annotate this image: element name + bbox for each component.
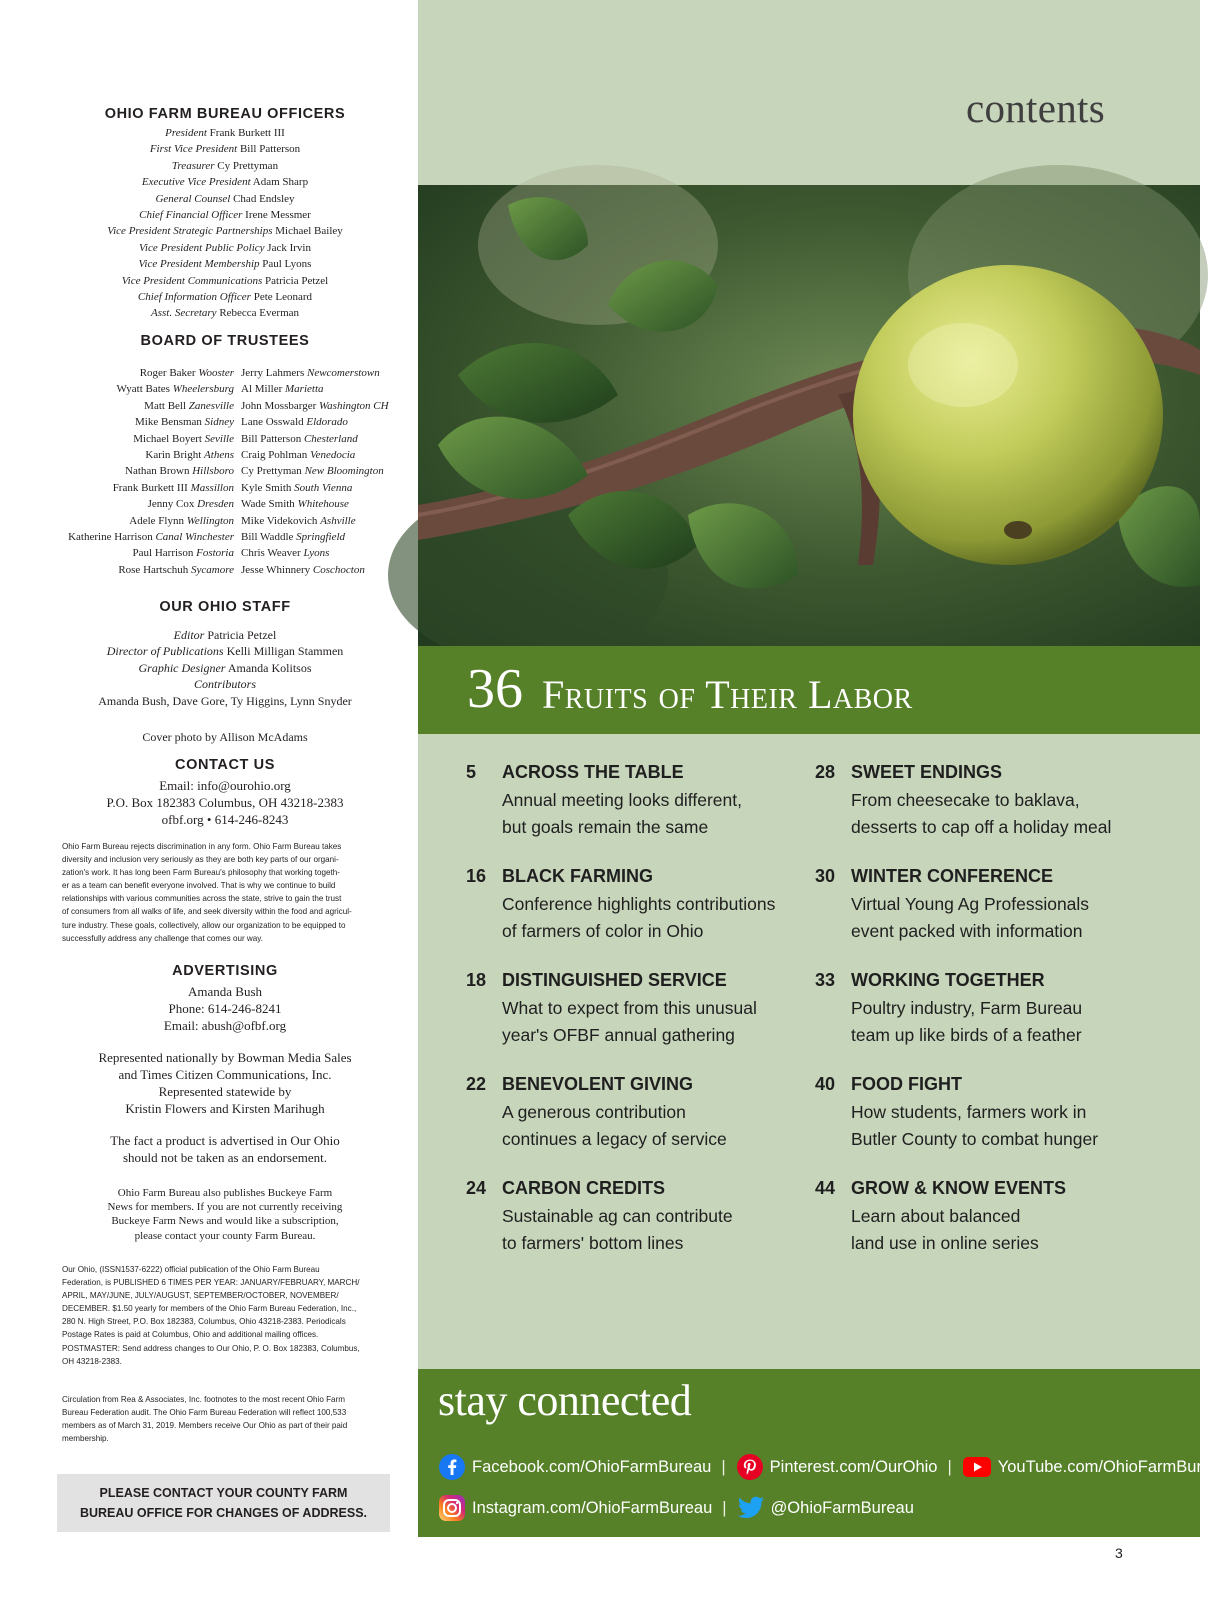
toc-description-line: but goals remain the same (502, 817, 709, 837)
toc-page-number: 5 (466, 762, 477, 782)
staff-contributors-title: Contributors (193, 677, 256, 692)
trustee-row (0, 529, 234, 545)
feature-page-number: 36 (467, 658, 523, 720)
trustee-town: Wellington (186, 514, 234, 527)
buckeye-line: please contact your county Farm Bureau. (134, 1229, 316, 1242)
trustee-town: Newcomerstown (306, 367, 380, 379)
trustee-town: Sycamore (191, 563, 234, 576)
youtube-link[interactable] (962, 1456, 1230, 1478)
instagram-icon (438, 1494, 466, 1522)
officer-title: Treasurer (171, 159, 215, 172)
represented-line: and Times Citizen Communications, Inc. (118, 1067, 332, 1082)
toc-description-line: team up like birds of a feather (851, 1025, 1082, 1045)
policy-line: successfully address any challenge that comes our way. (62, 933, 263, 943)
toc-entry[interactable] (815, 970, 1145, 1060)
contact-info (30, 777, 420, 828)
publication-info-text (62, 1263, 387, 1368)
toc-description-line: to farmers' bottom lines (502, 1233, 684, 1253)
trustee-name: Craig Pohlman (241, 449, 308, 462)
toc-page-number: 16 (466, 866, 487, 886)
toc-headline: CARBON CREDITS (502, 1178, 666, 1198)
trustee-town: Fostoria (196, 547, 234, 560)
staff-editor: Editor Patricia Petzel (173, 628, 277, 642)
endorsement-disclaimer (30, 1132, 420, 1166)
officer-name: Patricia Petzel (265, 274, 329, 287)
trustee-row (0, 463, 234, 479)
toc-description-line: land use in online series (851, 1233, 1039, 1253)
trustee-name: Wyatt Bates (116, 383, 170, 396)
trustee-row (241, 381, 416, 397)
apple-on-branch-photo (418, 185, 1200, 646)
buckeye-line: Ohio Farm Bureau also publishes Buckeye Farm (117, 1187, 333, 1199)
toc-entry[interactable] (815, 1178, 1145, 1268)
trustee-town: Venedocia (310, 449, 356, 462)
toc-entry[interactable] (466, 762, 796, 852)
toc-page-number: 22 (466, 1074, 487, 1094)
address-notice-line: PLEASE CONTACT YOUR COUNTY FARM (99, 1486, 348, 1500)
trustee-row (0, 513, 234, 529)
pubinfo-line: 280 N. High Street, P.O. Box 182383, Columbus, Ohio 43218-2383. Periodicals (62, 1317, 346, 1327)
trustee-town: Lyons (303, 547, 330, 560)
toc-description (851, 995, 1151, 1049)
trustee-row (0, 480, 234, 496)
toc-description-line: Poultry industry, Farm Bureau (851, 998, 1083, 1018)
trustee-name: Bill Patterson (241, 432, 302, 445)
buckeye-line: News for members. If you are not currently receiving (107, 1201, 343, 1214)
trustee-town: South Vienna (294, 481, 353, 494)
officer-row (30, 191, 420, 207)
separator: | (947, 1457, 952, 1476)
circulation-line: Circulation from Rea & Associates, Inc. footnotes to the most recent Ohio Farm (62, 1395, 345, 1404)
advertising-phone: Phone: 614-246-8241 (168, 1001, 282, 1016)
toc-entry[interactable] (815, 866, 1145, 956)
officer-row (30, 240, 420, 256)
trustee-name: Lane Osswald (241, 416, 304, 429)
masthead-column (0, 0, 418, 1606)
circulation-text (62, 1393, 387, 1445)
toc-description (502, 1203, 802, 1257)
trustee-town: Sidney (204, 416, 234, 429)
officer-row (30, 207, 420, 223)
officer-row (30, 256, 420, 272)
toc-entry[interactable] (815, 1074, 1145, 1164)
officer-title: Chief Information Officer (137, 291, 251, 304)
trustee-town: Zanesville (188, 399, 234, 412)
trustee-name: Karin Bright (145, 449, 202, 462)
trustee-name: John Mossbarger (241, 399, 317, 412)
toc-entry[interactable] (466, 1178, 796, 1268)
trustee-row (0, 398, 234, 414)
trustee-row (241, 398, 416, 414)
policy-line: er as a team can benefit everyone involved. That is why we continue to build (62, 881, 336, 891)
diversity-policy-text (62, 840, 387, 945)
officer-row (30, 174, 420, 190)
trustee-row (241, 513, 416, 529)
toc-entry[interactable] (815, 762, 1145, 852)
separator: | (722, 1498, 727, 1517)
trustee-row (241, 529, 416, 545)
officer-title: General Counsel (155, 192, 231, 205)
officer-title: First Vice President (149, 143, 238, 156)
officer-title: Vice President Communications (121, 274, 263, 287)
toc-description-line: Sustainable ag can contribute (502, 1206, 733, 1226)
officer-row (30, 273, 420, 289)
social-row-1 (438, 1453, 1230, 1481)
toc-page-number: 44 (815, 1178, 836, 1198)
toc-description-line: desserts to cap off a holiday meal (851, 817, 1112, 837)
trustee-town: Hillsboro (192, 465, 234, 478)
toc-page-number: 18 (466, 970, 487, 990)
contents-panel (418, 0, 1230, 1537)
policy-line: of consumers from all walks of life, and seek diversity within the food and agricul- (62, 907, 352, 917)
pubinfo-line: Federation, is PUBLISHED 6 TIMES PER YEAR: JANUARY/FEBRUARY, MARCH/ (62, 1278, 360, 1288)
pinterest-link[interactable] (736, 1453, 938, 1481)
pubinfo-line: POSTMASTER: Send address changes to Our Ohio, P. O. Box 182383, Columbus, (62, 1343, 360, 1353)
officers-list (30, 125, 420, 322)
staff-contributors: Amanda Bush, Dave Gore, Ty Higgins, Lynn Snyder (98, 693, 352, 708)
trustee-name: Mike Bensman (135, 416, 202, 429)
officers-heading: OHIO FARM BUREAU OFFICERS (104, 106, 346, 122)
officer-row (30, 223, 420, 239)
youtube-icon (962, 1456, 992, 1478)
toc-description-line: Learn about balanced (851, 1206, 1021, 1226)
social-row-2 (438, 1494, 914, 1522)
trustee-row (241, 480, 416, 496)
officer-title: Executive Vice President (141, 176, 251, 189)
toc-description-line: continues a legacy of service (502, 1129, 727, 1149)
trustee-row (241, 545, 416, 561)
pubinfo-line: DECEMBER. $1.50 yearly for members of the Ohio Farm Bureau Federation, Inc., (62, 1304, 357, 1314)
toc-description-line: Conference highlights contributions (502, 894, 776, 914)
staff-heading: OUR OHIO STAFF (159, 599, 291, 615)
toc-description-line: Virtual Young Ag Professionals (851, 894, 1090, 914)
officer-name: Frank Burkett III (209, 127, 285, 139)
feature-story-band[interactable] (418, 646, 1200, 734)
advertising-name: Amanda Bush (187, 984, 263, 999)
toc-description (851, 1099, 1151, 1153)
trustee-town: Canal Winchester (155, 531, 234, 544)
instagram-url: Instagram.com/OhioFarmBureau (472, 1498, 713, 1517)
trustee-row (0, 431, 234, 447)
toc-description (502, 1099, 802, 1153)
officer-row (30, 305, 420, 321)
toc-description (851, 891, 1151, 945)
trustee-row (241, 496, 416, 512)
trustee-row (241, 365, 416, 381)
pinterest-url: Pinterest.com/OurOhio (769, 1457, 938, 1476)
pubinfo-line: Our Ohio, (ISSN1537-6222) official publication of the Ohio Farm Bureau (62, 1265, 320, 1274)
toc-description-line: event packed with information (851, 921, 1083, 941)
toc-description (851, 787, 1151, 841)
officer-title: President (165, 127, 207, 139)
toc-entry[interactable] (466, 1074, 796, 1164)
trustee-row (0, 496, 234, 512)
toc-headline: BENEVOLENT GIVING (502, 1074, 694, 1094)
address-notice-line: BUREAU OFFICE FOR CHANGES OF ADDRESS. (79, 1506, 368, 1520)
policy-line: relationships with various communities across the state, strive to gain the trust (62, 894, 342, 904)
pubinfo-line: Postage Rates is paid at Columbus, Ohio and additional mailing offices. (62, 1330, 319, 1340)
staff-designer: Graphic Designer Amanda Kolitsos (138, 660, 312, 675)
twitter-handle: @OhioFarmBureau (770, 1498, 914, 1517)
policy-line: ture industry. These goals, collectively, allow our organization to be equipped to (62, 920, 346, 930)
trustee-town: Athens (204, 449, 234, 462)
toc-headline: FOOD FIGHT (851, 1074, 962, 1094)
contact-address: P.O. Box 182383 Columbus, OH 43218-2383 (106, 795, 344, 810)
officer-name: Jack Irvin (267, 241, 311, 254)
toc-page-number: 33 (815, 970, 836, 990)
toc-description (851, 1203, 1151, 1257)
trustee-name: Frank Burkett III (112, 481, 188, 494)
toc-page-number: 30 (815, 866, 836, 886)
officer-name: Pete Leonard (253, 291, 313, 304)
trustee-row (0, 447, 234, 463)
separator: | (721, 1457, 726, 1476)
contact-web-phone: ofbf.org • 614-246-8243 (161, 812, 289, 827)
policy-line: Ohio Farm Bureau rejects discrimination in any form. Ohio Farm Bureau takes (62, 842, 342, 851)
toc-description-line: From cheesecake to baklava, (851, 790, 1080, 810)
represented-line: Represented statewide by (158, 1084, 292, 1099)
trustee-town: Dresden (197, 498, 234, 511)
trustee-town: New Bloomington (304, 465, 384, 478)
buckeye-farm-news-note (30, 1186, 420, 1243)
officer-row (30, 141, 420, 157)
policy-line: zation's work. It has long been Farm Bureau's philosophy that working togeth- (62, 868, 340, 878)
officer-name: Bill Patterson (239, 143, 301, 156)
trustee-row (241, 414, 416, 430)
trustee-row (241, 431, 416, 447)
trustee-name: Chris Weaver (241, 547, 301, 560)
trustee-name: Paul Harrison (132, 547, 194, 560)
trustee-row (0, 365, 234, 381)
toc-entry[interactable] (466, 970, 796, 1060)
trustee-name: Mike Videkovich (241, 514, 318, 527)
apple-illustration (418, 185, 1200, 646)
trustee-row (241, 463, 416, 479)
circulation-line: membership. (62, 1434, 109, 1444)
toc-page-number: 28 (815, 762, 836, 782)
stay-connected-band (418, 1369, 1230, 1537)
officer-name: Chad Endsley (233, 192, 295, 205)
officer-row (30, 158, 420, 174)
toc-description-line: year's OFBF annual gathering (502, 1025, 735, 1045)
cover-credit: Cover photo by Allison McAdams (142, 730, 308, 744)
toc-description-line: A generous contribution (502, 1102, 686, 1122)
officer-title: Chief Financial Officer (139, 209, 243, 222)
trustees-right-column (241, 365, 416, 578)
pubinfo-line: APRIL, MAY/JUNE, JULY/AUGUST, SEPTEMBER/OCTOBER, NOVEMBER/ (62, 1291, 339, 1301)
toc-description (502, 995, 802, 1049)
officer-title: Vice President Membership (138, 258, 260, 271)
trustee-town: Chesterland (303, 432, 358, 445)
trustee-name: Jesse Whinnery (241, 563, 311, 576)
toc-description-line: What to expect from this unusual (502, 998, 757, 1018)
toc-page-number: 24 (466, 1178, 487, 1198)
trustee-name: Michael Boyert (133, 432, 202, 445)
trustees-heading: BOARD OF TRUSTEES (140, 333, 310, 349)
officer-row (30, 289, 420, 305)
trustee-town: Coschocton (312, 563, 365, 576)
trustee-town: Wheelersburg (172, 383, 234, 396)
contact-heading: CONTACT US (175, 757, 275, 773)
trustee-name: Bill Waddle (241, 531, 294, 544)
trustee-row (241, 447, 416, 463)
trustee-row (0, 545, 234, 561)
officer-title: Vice President Strategic Partnerships (107, 225, 273, 238)
page-number: 3 (1115, 1545, 1123, 1561)
trustee-name: Al Miller (241, 383, 283, 396)
toc-headline: GROW & KNOW EVENTS (851, 1178, 1066, 1198)
trustee-town: Massillon (190, 481, 234, 494)
trustee-name: Rose Hartschuh (118, 563, 189, 576)
trustee-name: Jenny Cox (147, 498, 195, 511)
officer-name: Michael Bailey (275, 225, 343, 238)
feature-story-title: Fruits of Their Labor (542, 672, 913, 717)
trustee-town: Seville (204, 432, 234, 445)
toc-headline: ACROSS THE TABLE (502, 762, 684, 782)
trustee-row (0, 414, 234, 430)
advertising-heading: ADVERTISING (172, 963, 278, 979)
representation-text (30, 1049, 420, 1117)
trustee-town: Whitehouse (297, 498, 349, 511)
toc-entry[interactable] (466, 866, 796, 956)
facebook-url: Facebook.com/OhioFarmBureau (472, 1457, 712, 1476)
toc-headline: WORKING TOGETHER (851, 970, 1045, 990)
trustee-town: Marietta (285, 383, 324, 396)
facebook-link[interactable] (438, 1453, 711, 1481)
toc-description (502, 891, 802, 945)
officer-name: Cy Prettyman (217, 159, 279, 172)
facebook-icon (438, 1453, 466, 1481)
represented-line: Kristin Flowers and Kirsten Marihugh (125, 1101, 325, 1116)
disclaimer-line: The fact a product is advertised in Our Ohio (110, 1133, 340, 1148)
disclaimer-line: should not be taken as an endorsement. (123, 1150, 327, 1165)
twitter-bird-icon (737, 1496, 765, 1520)
trustee-row (0, 562, 234, 578)
officer-name: Paul Lyons (262, 258, 312, 271)
trustee-name: Wade Smith (241, 498, 295, 511)
trustee-name: Nathan Brown (125, 465, 190, 478)
contact-email: Email: info@ourohio.org (159, 778, 291, 793)
toc-headline: SWEET ENDINGS (851, 762, 1003, 782)
advertising-info (30, 983, 420, 1034)
officer-title: Vice President Public Policy (139, 241, 265, 254)
buckeye-line: Buckeye Farm News and would like a subscription, (111, 1215, 339, 1228)
trustee-town: Ashville (320, 514, 356, 527)
trustee-town: Eldorado (306, 416, 348, 429)
trustee-name: Matt Bell (144, 399, 187, 412)
address-change-notice (57, 1474, 390, 1532)
instagram-link[interactable] (438, 1494, 712, 1522)
pinterest-icon (736, 1453, 764, 1481)
officer-row (30, 125, 420, 141)
trustee-row (0, 381, 234, 397)
circulation-line: members as of March 31, 2019. Members receive Our Ohio as part of their paid (62, 1421, 348, 1431)
trustee-town: Wooster (198, 367, 234, 379)
trustee-town: Springfield (296, 531, 346, 544)
youtube-url: YouTube.com/OhioFarmBureau (997, 1457, 1230, 1476)
trustee-name: Cy Prettyman (241, 465, 302, 478)
trustee-name: Kyle Smith (241, 481, 292, 494)
toc-headline: WINTER CONFERENCE (851, 866, 1053, 886)
contents-title: contents (965, 85, 1105, 131)
trustee-town: Washington CH (319, 399, 389, 412)
toc-description-line: Butler County to combat hunger (851, 1129, 1099, 1149)
toc-description-line: How students, farmers work in (851, 1102, 1087, 1122)
officer-title: Asst. Secretary (150, 307, 217, 320)
pubinfo-line: OH 43218-2383. (62, 1356, 122, 1366)
trustee-name: Katherine Harrison (68, 531, 153, 544)
trustee-name: Jerry Lahmers (241, 367, 305, 379)
toc-description-line: Annual meeting looks different, (502, 790, 742, 810)
represented-line: Represented nationally by Bowman Media Sales (98, 1050, 352, 1065)
officer-name: Adam Sharp (252, 176, 309, 189)
policy-line: diversity and inclusion very seriously as they are both key parts of our organi- (62, 855, 339, 865)
toc-headline: DISTINGUISHED SERVICE (502, 970, 727, 990)
twitter-link[interactable] (737, 1496, 914, 1520)
officer-name: Irene Messmer (245, 209, 311, 222)
toc-headline: BLACK FARMING (502, 866, 653, 886)
toc-description-line: of farmers of color in Ohio (502, 921, 704, 941)
toc-page-number: 40 (815, 1074, 836, 1094)
trustee-name: Adele Flynn (129, 514, 184, 527)
toc-description (502, 787, 802, 841)
officer-name: Rebecca Everman (219, 307, 300, 320)
circulation-line: Bureau Federation audit. The Ohio Farm Bureau Federation will reflect 100,533 (62, 1408, 347, 1418)
trustees-left-column (0, 365, 234, 578)
staff-list (30, 627, 420, 709)
advertising-email: Email: abush@ofbf.org (163, 1018, 287, 1033)
stay-connected-title: stay connected (438, 1376, 692, 1425)
trustee-name: Roger Baker (139, 367, 196, 379)
staff-director: Director of Publications Kelli Milligan Stammen (106, 644, 344, 659)
